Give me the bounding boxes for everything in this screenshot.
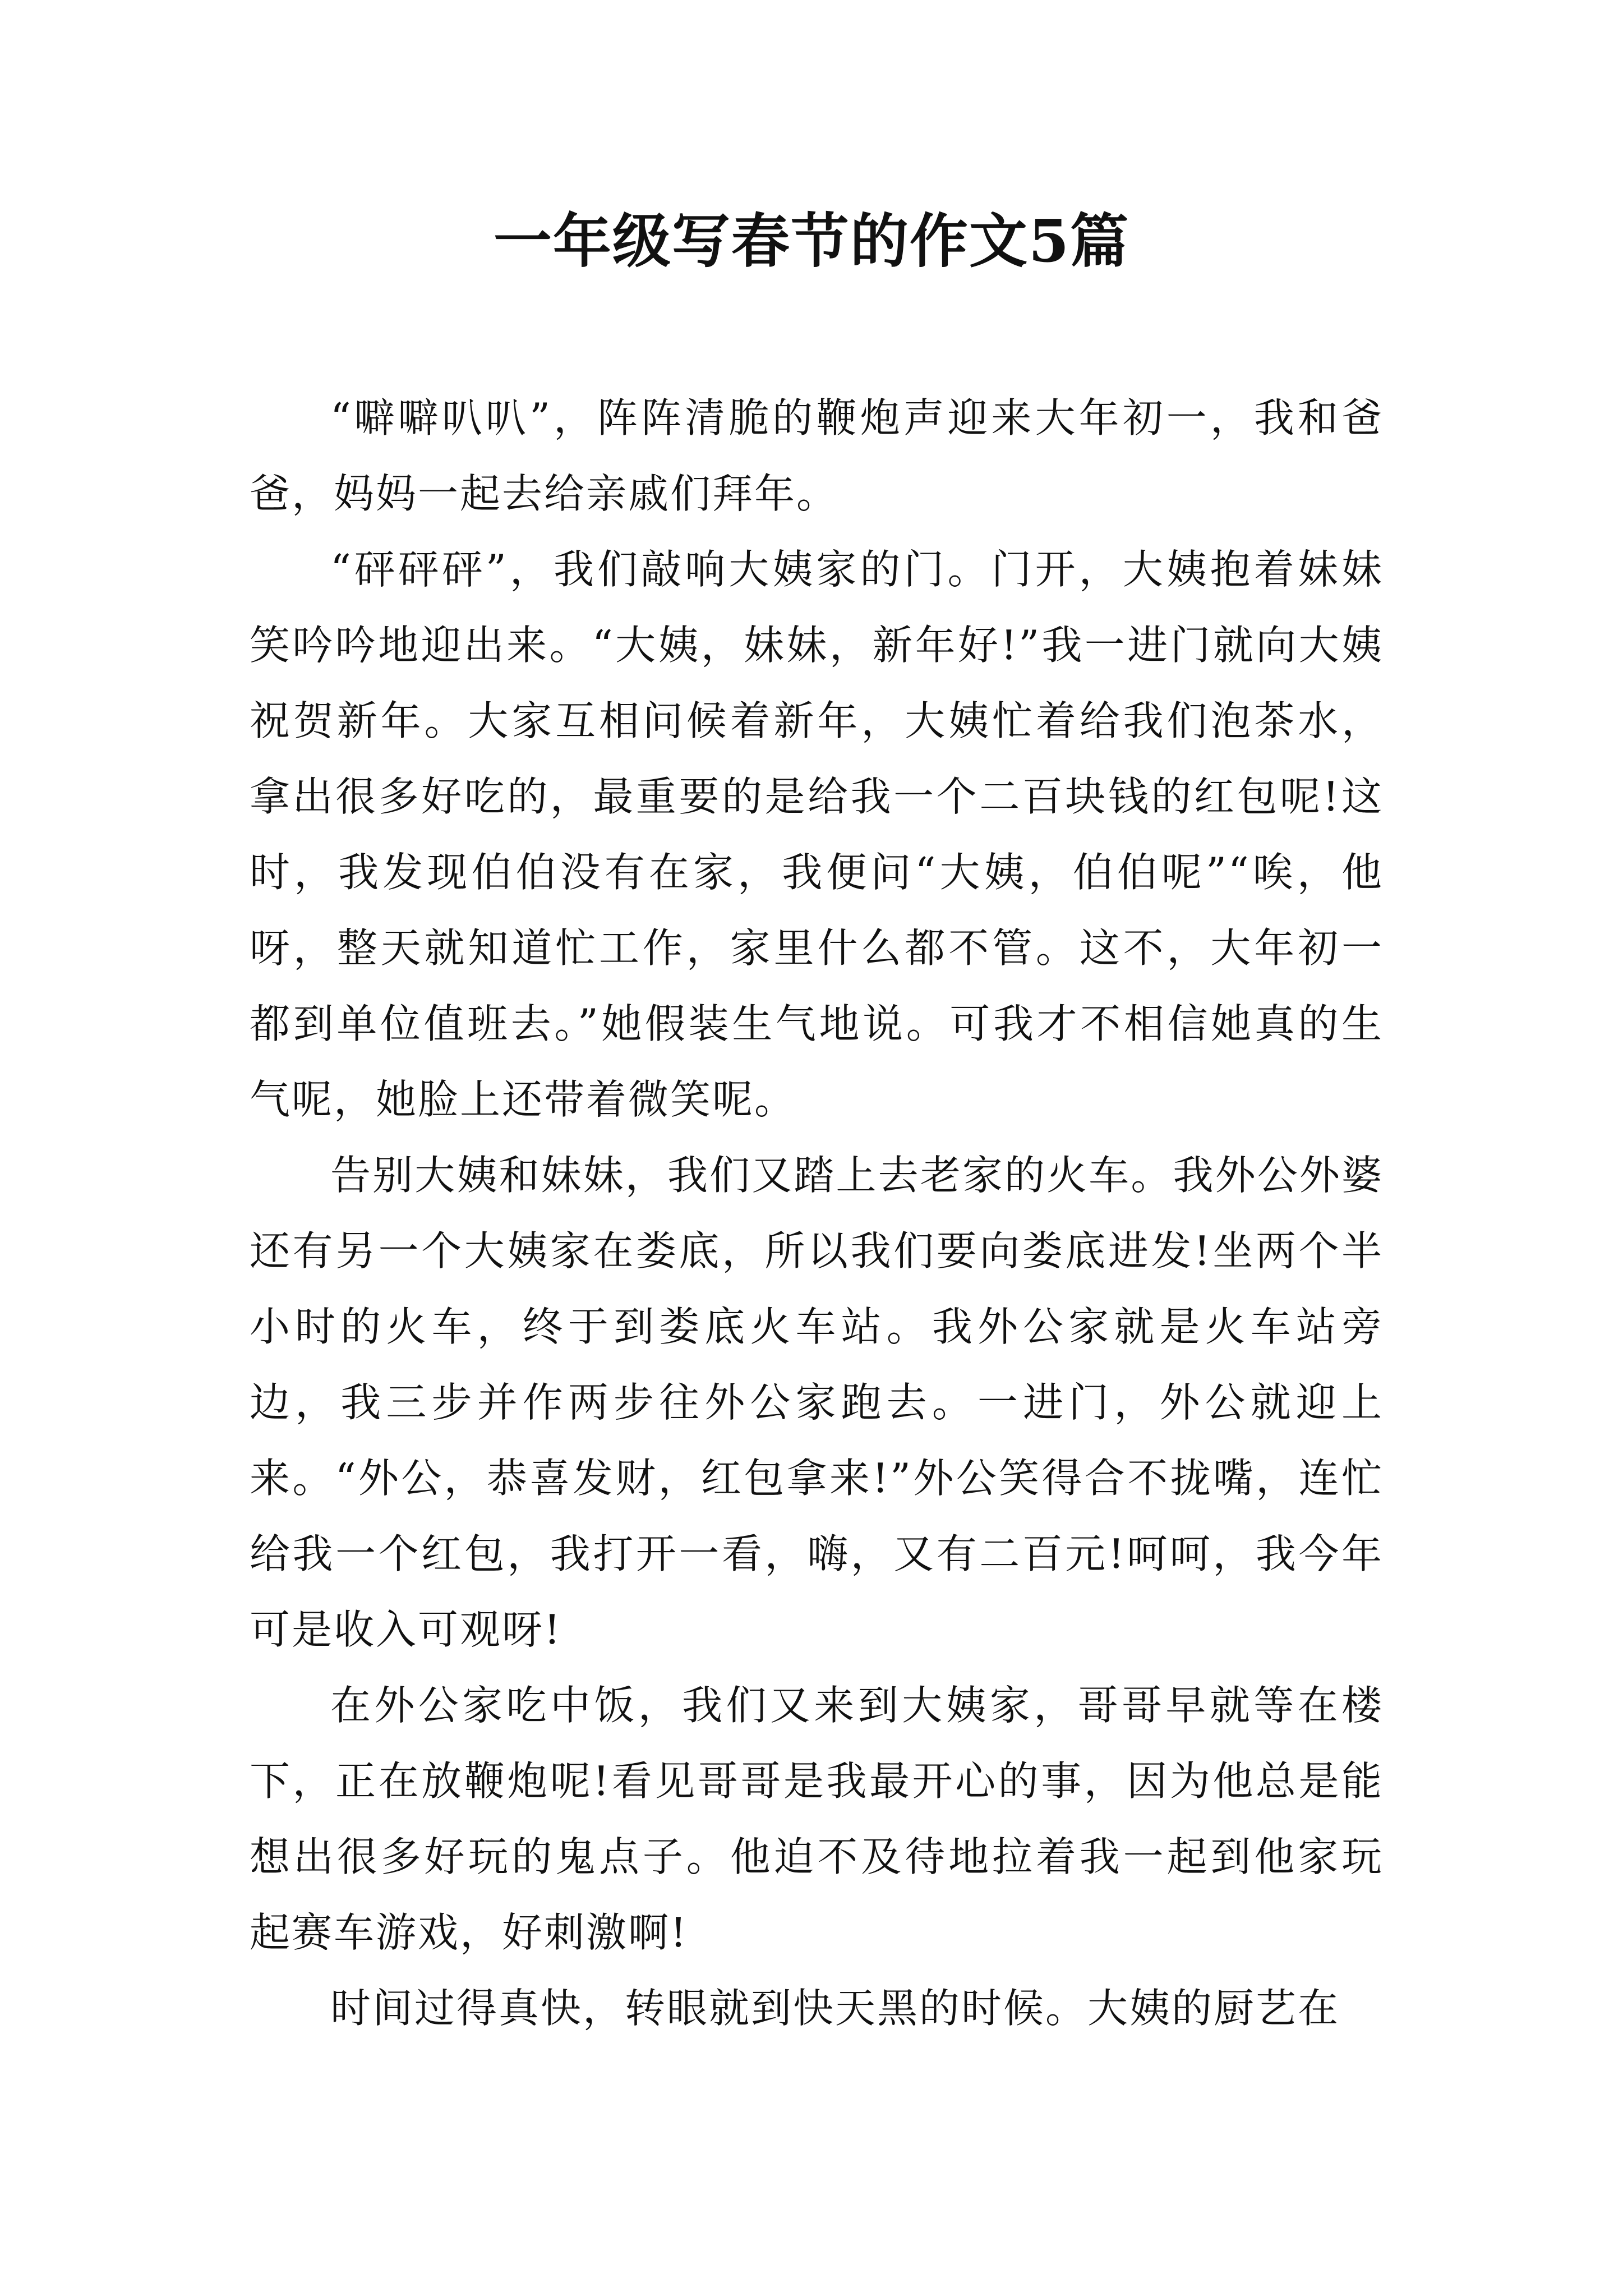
- paragraph-5: 时间过得真快，转眼就到快天黑的时候。大姨的厨艺在: [330, 1985, 1340, 2032]
- paragraph-2: “砰砰砰”，我们敲响大姨家的门。门开，大姨抱着妹妹笑吟吟地迎出来。“大姨，妹妹，新年好!”我一进门就向大姨祝贺新年。大家互相问候着新年，大姨忙着给我们泡茶水，拿出很多好吃的，最重要的是给我一个二百块钱的红包呢!这时，我发现伯伯没有在家，我便问“大姨，伯伯呢”“唉，他呀，整天就知道忙工作，家里什么都不管。这不，大年初一都到单位值班去。”她假装生气地说。可我才不相信她真的生气呢，她脸上还带着微笑呢。: [250, 546, 1384, 1123]
- document-title: 一年级写春节的作文5篇: [493, 206, 1130, 275]
- document-body: [250, 380, 1384, 2046]
- paragraph-1: “噼噼叭叭”，阵阵清脆的鞭炮声迎来大年初一，我和爸爸，妈妈一起去给亲戚们拜年。: [250, 394, 1384, 517]
- paragraph-3: 告别大姨和妹妹，我们又踏上去老家的火车。我外公外婆还有另一个大姨家在娄底，所以我们要向娄底进发!坐两个半小时的火车，终于到娄底火车站。我外公家就是火车站旁边，我三步并作两步往外公家跑去。一进门，外公就迎上来。“外公，恭喜发财，红包拿来!”外公笑得合不拢嘴，连忙给我一个红包，我打开一看，嗨，又有二百元!呵呵，我今年可是收入可观呀!: [250, 1152, 1384, 1653]
- paragraph-4: 在外公家吃中饭，我们又来到大姨家，哥哥早就等在楼下，正在放鞭炮呢!看见哥哥是我最开心的事，因为他总是能想出很多好玩的鬼点子。他迫不及待地拉着我一起到他家玩起赛车游戏，好刺激啊!: [250, 1682, 1384, 1956]
